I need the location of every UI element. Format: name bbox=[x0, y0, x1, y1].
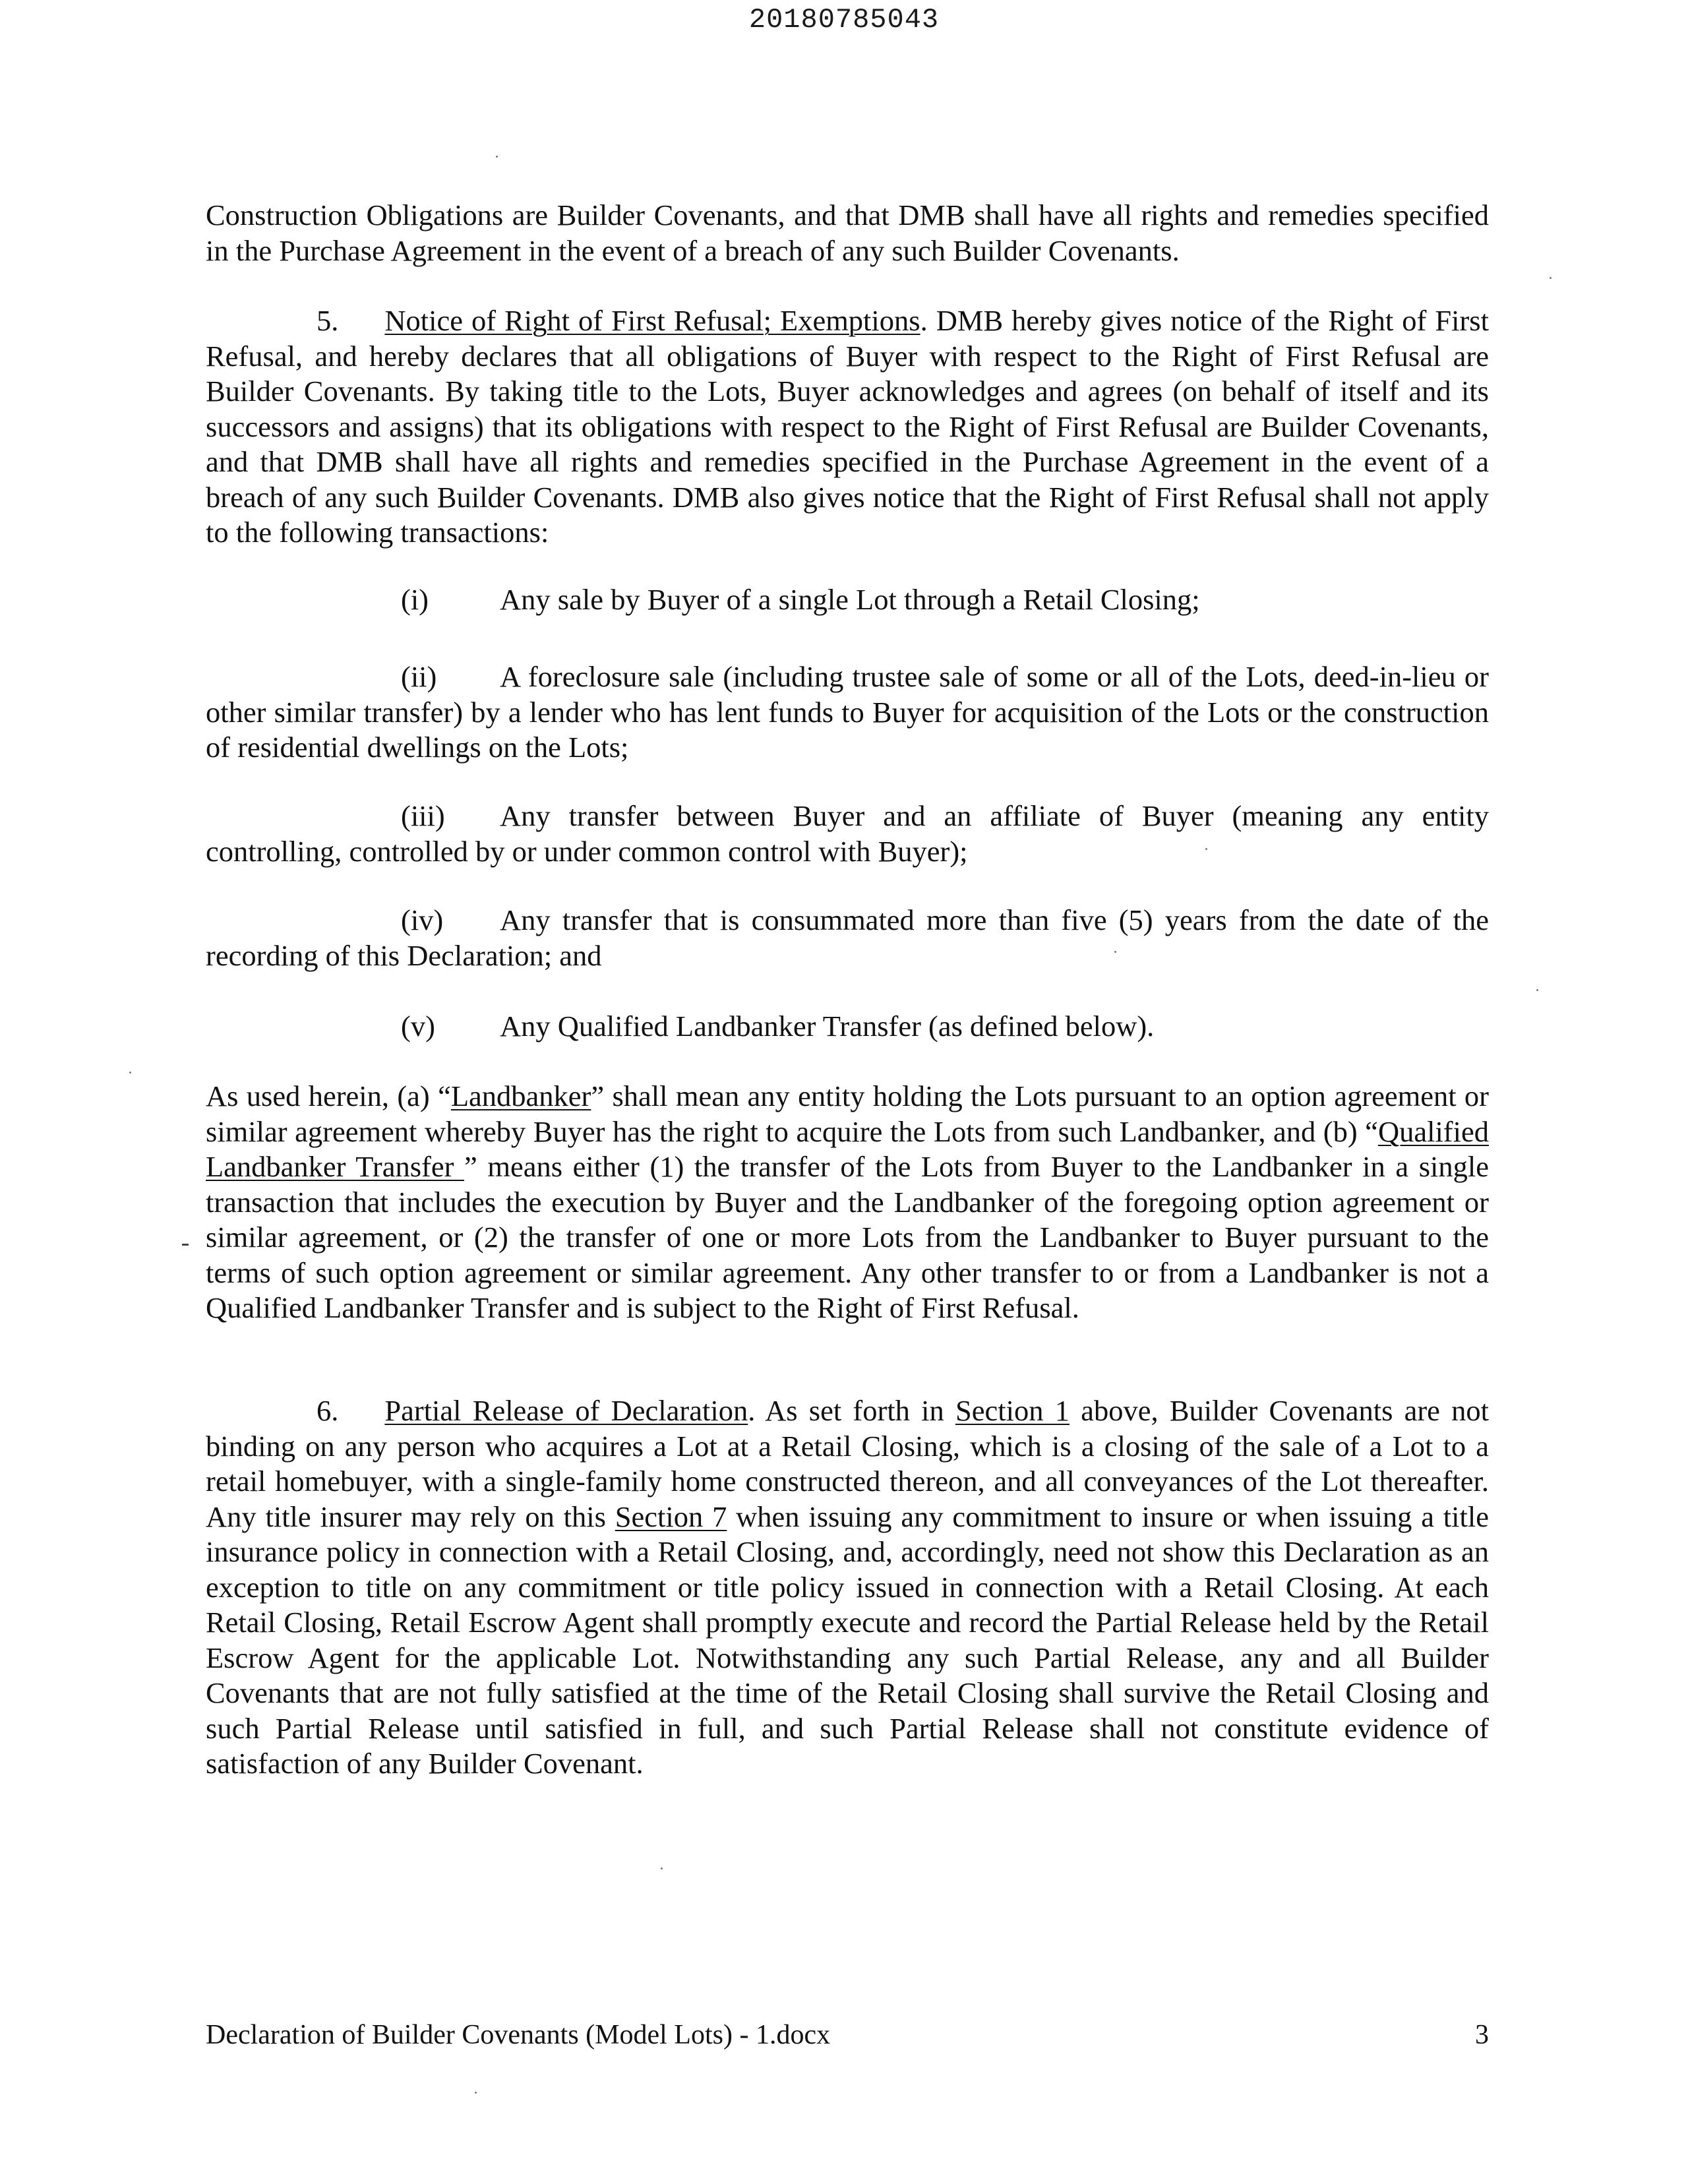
scan-speck bbox=[129, 1072, 131, 1074]
footer-filename: Declaration of Builder Covenants (Model Lots) - 1.docx bbox=[206, 2020, 831, 2050]
definitions-text-b: ” shall mean any entity holding the Lots pursuant to an option agreement or similar agreement whereby Buyer has the right to acquire the Lots from such Landbanker, and (b) “ bbox=[206, 1079, 1489, 1148]
section-6-number: 6. bbox=[316, 1394, 339, 1427]
page-number: 3 bbox=[1475, 2020, 1489, 2050]
continuation-paragraph: Construction Obligations are Builder Covenants, and that DMB shall have all rights and remedies specified in the Purchase Agreement in the event of a breach of any such Builder Covenants. bbox=[206, 198, 1489, 267]
item-number: (iii) bbox=[401, 799, 445, 832]
item-text: Any sale by Buyer of a single Lot through a Retail Closing; bbox=[500, 583, 1200, 616]
exemption-item-i bbox=[206, 582, 1684, 618]
scan-speck bbox=[496, 156, 498, 158]
scan-speck bbox=[1550, 277, 1552, 279]
exemption-item-v bbox=[206, 1009, 1684, 1045]
scan-speck bbox=[1205, 848, 1207, 850]
section-6-text-c: when issuing any commitment to insure or when issuing a title insurance policy in connection with a Retail Closing, and, accordingly, need not show this Declaration as an exception to title on any commitment or title policy issued in connection with a Retail Closing. At each Retail Closing, Retail Escrow Agent shall promptly execute and record the Partial Release held by the Retail Escrow Agent for the applicable Lot. Notwithstanding any such Partial Release, any and all Builder Covenants that are not fully satisfied at the time of the Retail Closing shall survive the Retail Closing and such Partial Release until satisfied in full, and such Partial Release shall not constitute evidence of satisfaction of any Builder Covenant. bbox=[206, 1500, 1489, 1780]
scan-speck bbox=[661, 1867, 663, 1869]
item-text: Any transfer that is consummated more than five (5) years from the date of the recording of this Declaration; and bbox=[206, 903, 1489, 972]
section-6-text-a: . As set forth in bbox=[748, 1394, 956, 1427]
recording-number: 20180785043 bbox=[748, 4, 940, 36]
exemption-item-iv bbox=[206, 903, 1489, 973]
item-text: Any transfer between Buyer and an affiliate of Buyer (meaning any entity controlling, controlled by or under common control with Buyer); bbox=[206, 799, 1489, 868]
item-number: (i) bbox=[401, 583, 429, 616]
scan-speck bbox=[1114, 951, 1116, 953]
section-5-number: 5. bbox=[316, 304, 339, 337]
section-1-reference: Section 1 bbox=[955, 1394, 1070, 1427]
item-text: Any Qualified Landbanker Transfer (as defined below). bbox=[500, 1010, 1155, 1043]
scan-speck bbox=[475, 2092, 477, 2094]
section-7-reference: Section 7 bbox=[615, 1500, 727, 1533]
section-6-text-b: above, Builder Covenants are not binding on any person who acquires a Lot at a Retail Closing, which is a closing of the sale of a Lot to a retail homebuyer, with a single-family home constructed thereon, and all conveyances of the Lot thereafter. Any title insurer may rely on this bbox=[206, 1394, 1490, 1533]
exemption-item-ii bbox=[206, 659, 1489, 766]
scan-speck bbox=[1536, 989, 1538, 991]
definitions-text-a: As used herein, (a) “ bbox=[206, 1079, 451, 1112]
item-number: (ii) bbox=[401, 660, 437, 693]
definitions-text-c: ” means either (1) the transfer of the Lots from Buyer to the Landbanker in a single transaction that includes the execution by Buyer and the Landbanker of the foregoing option agreement or similar agreement, or (2) the transfer of one or more Lots from the Landbanker to Buyer pursuant to the terms of such option agreement or similar agreement. Any other transfer to or from a Landbanker is not a Qualified Landbanker Transfer and is subject to the Right of First Refusal. bbox=[206, 1150, 1489, 1324]
section-5-heading: Notice of Right of First Refusal; Exemptions bbox=[384, 304, 920, 337]
item-number: (v) bbox=[401, 1010, 435, 1043]
section-6-heading: Partial Release of Declaration bbox=[384, 1394, 748, 1427]
definitions-paragraph bbox=[206, 1079, 1489, 1326]
item-text: A foreclosure sale (including trustee sale of some or all of the Lots, deed-in-lieu or other similar transfer) by a lender who has lent funds to Buyer for acquisition of the Lots or the construction of residential dwellings on the Lots; bbox=[206, 660, 1489, 764]
section-5-paragraph bbox=[206, 303, 1489, 551]
section-5-text: . DMB hereby gives notice of the Right of First Refusal, and hereby declares that all obligations of Buyer with respect to the Right of First Refusal are Builder Covenants. By taking title to the Lots, Buyer acknowledges and agrees (on behalf of itself and its successors and assigns) that its obligations with respect to the Right of First Refusal are Builder Covenants, and that DMB shall have all rights and remedies specified in the Purchase Agreement in the event of a breach of any such Builder Covenants. DMB also gives notice that the Right of First Refusal shall not apply to the following transactions: bbox=[206, 304, 1489, 549]
section-6-paragraph bbox=[206, 1393, 1489, 1782]
exemption-item-iii bbox=[206, 799, 1489, 869]
term-landbanker: Landbanker bbox=[450, 1079, 591, 1112]
item-number: (iv) bbox=[401, 903, 444, 936]
term-qualified-landbanker-transfer: Qualified Landbanker Transfer bbox=[206, 1114, 1489, 1183]
scan-mark bbox=[182, 1244, 189, 1246]
